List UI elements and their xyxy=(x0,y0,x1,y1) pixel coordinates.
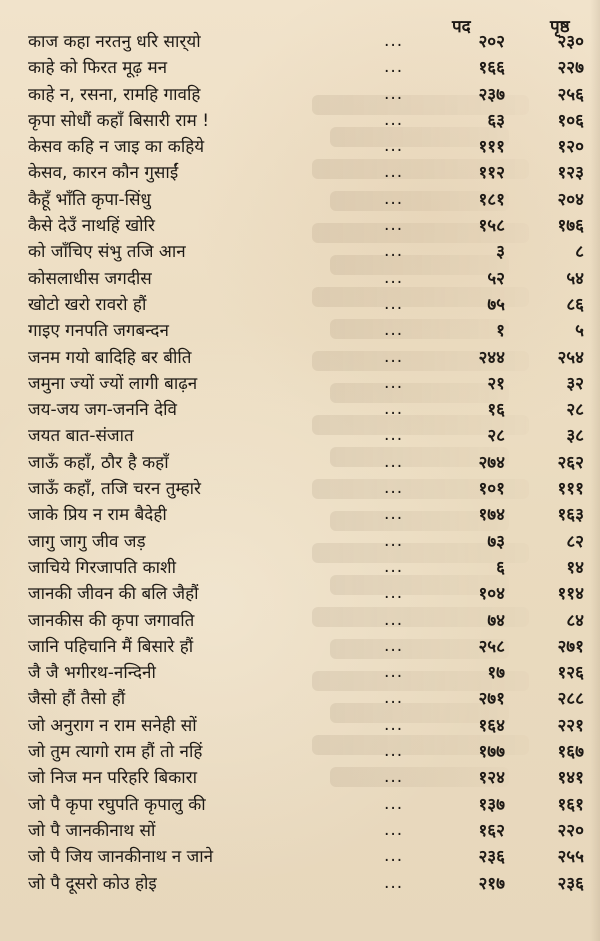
index-row xyxy=(0,503,600,529)
leader-dots: ... xyxy=(384,83,404,104)
index-row xyxy=(0,635,600,661)
leader-dots: ... xyxy=(384,267,404,288)
pad-number: ११२ xyxy=(478,163,505,184)
leader-dots: ... xyxy=(384,530,404,551)
index-title: जाके प्रिय न राम बैदेही xyxy=(28,505,167,526)
leader-dots: ... xyxy=(384,346,404,367)
index-title: जयत बात-संजात xyxy=(28,426,134,447)
page-number: ८ xyxy=(575,242,584,263)
index-title: जो पै दूसरो कोउ होइ xyxy=(28,873,157,894)
index-title: कैसे देउँ नाथहिं खोरि xyxy=(28,216,155,237)
index-title: गाइए गनपति जगबन्दन xyxy=(28,321,169,342)
page-number: २०४ xyxy=(557,189,584,210)
leader-dots: ... xyxy=(384,320,404,341)
leader-dots: ... xyxy=(384,767,404,788)
leader-dots: ... xyxy=(384,635,404,656)
pad-number: २७४ xyxy=(478,452,505,473)
page-number: २२० xyxy=(557,820,584,841)
index-row xyxy=(0,609,600,635)
page-number: १७६ xyxy=(557,216,584,237)
page-number: २८८ xyxy=(557,689,584,710)
pad-number: २३६ xyxy=(478,847,505,868)
leader-dots: ... xyxy=(384,846,404,867)
index-row xyxy=(0,188,600,214)
page-number: १६७ xyxy=(557,742,584,763)
page-number: २६२ xyxy=(557,452,584,473)
leader-dots: ... xyxy=(384,425,404,446)
page-number: १६१ xyxy=(557,794,584,815)
page-number: २३६ xyxy=(557,873,584,894)
pad-number: १८१ xyxy=(478,189,505,210)
page-number: १२३ xyxy=(557,163,584,184)
index-title: जो पै जानकीनाथ सों xyxy=(28,820,156,841)
pad-number: ६ xyxy=(496,557,505,578)
pad-number: २३७ xyxy=(478,84,505,105)
pad-number: १५८ xyxy=(478,216,505,237)
pad-number: १७ xyxy=(487,663,505,684)
index-row xyxy=(0,83,600,109)
index-row xyxy=(0,661,600,687)
index-row xyxy=(0,872,600,898)
index-title: जै जै भगीरथ-नन्दिनी xyxy=(28,663,156,684)
pad-number: २७१ xyxy=(478,689,505,710)
index-row xyxy=(0,372,600,398)
index-row xyxy=(0,293,600,319)
page-number: २८ xyxy=(566,400,584,421)
page-column-header: पृष्ठ xyxy=(550,17,570,37)
index-title: जानि पहिचानि मैं बिसारे हौं xyxy=(28,636,194,657)
pad-number: १६६ xyxy=(478,58,505,79)
index-row xyxy=(0,556,600,582)
index-row xyxy=(0,30,600,56)
index-title: को जाँचिए संभु तजि आन xyxy=(28,242,186,263)
page-number: ११४ xyxy=(557,584,584,605)
pad-column-header: पद xyxy=(452,17,471,37)
page-number: १४१ xyxy=(557,768,584,789)
index-title: जो अनुराग न राम सनेही सों xyxy=(28,715,197,736)
page-number: २५४ xyxy=(557,347,584,368)
leader-dots: ... xyxy=(384,399,404,420)
index-title: जैसो हौं तैसो हौं xyxy=(28,689,126,710)
index-title: काहे को फिरत मूढ़ मन xyxy=(28,58,168,79)
index-title: कोसलाधीस जगदीस xyxy=(28,268,152,289)
leader-dots: ... xyxy=(384,609,404,630)
pad-number: १११ xyxy=(478,137,505,158)
leader-dots: ... xyxy=(384,688,404,709)
page-number: ३२ xyxy=(566,373,584,394)
leader-dots: ... xyxy=(384,872,404,893)
index-title: जो पै जिय जानकीनाथ न जाने xyxy=(28,847,214,868)
index-row xyxy=(0,109,600,135)
index-row xyxy=(0,346,600,372)
index-title: केसव कहि न जाइ का कहिये xyxy=(28,137,205,158)
pad-number: १७४ xyxy=(478,505,505,526)
pad-number: ७३ xyxy=(487,531,505,552)
index-title: जो पै कृपा रघुपति कृपालु की xyxy=(28,794,206,815)
leader-dots: ... xyxy=(384,714,404,735)
index-row xyxy=(0,214,600,240)
page-number: ५ xyxy=(575,321,584,342)
index-row xyxy=(0,161,600,187)
index-row xyxy=(0,135,600,161)
leader-dots: ... xyxy=(384,109,404,130)
pad-number: ७५ xyxy=(487,294,505,315)
page-number: ८२ xyxy=(566,531,584,552)
page-number: १६३ xyxy=(557,505,584,526)
index-row xyxy=(0,793,600,819)
page-number: १२६ xyxy=(557,663,584,684)
pad-number: २१७ xyxy=(478,873,505,894)
index-title: खोटो खरो रावरो हौं xyxy=(28,294,147,315)
index-title: जानकीस की कृपा जगावति xyxy=(28,610,195,631)
index-title: जाचिये गिरजापति काशी xyxy=(28,557,176,578)
page-number: १११ xyxy=(557,479,584,500)
index-title: जय-जय जग-जननि देवि xyxy=(28,400,177,421)
leader-dots: ... xyxy=(384,188,404,209)
pad-number: २८ xyxy=(487,426,505,447)
leader-dots: ... xyxy=(384,215,404,236)
index-title: केसव, कारन कौन गुसाईं xyxy=(28,163,179,184)
index-row xyxy=(0,240,600,266)
index-row xyxy=(0,477,600,503)
index-row xyxy=(0,845,600,871)
pad-number: १३७ xyxy=(478,794,505,815)
page-number: ३८ xyxy=(566,426,584,447)
index-row xyxy=(0,451,600,477)
pad-number: ६३ xyxy=(487,110,505,131)
pad-number: १७७ xyxy=(478,742,505,763)
index-list xyxy=(0,30,600,898)
pad-number: ३ xyxy=(496,242,505,263)
page-number: २७१ xyxy=(557,636,584,657)
page-number: १२० xyxy=(557,137,584,158)
leader-dots: ... xyxy=(384,162,404,183)
pad-number: २५८ xyxy=(478,636,505,657)
page-number: १०६ xyxy=(557,110,584,131)
leader-dots: ... xyxy=(384,241,404,262)
index-title: जागु जागु जीव जड़ xyxy=(28,531,146,552)
leader-dots: ... xyxy=(384,293,404,314)
index-row xyxy=(0,56,600,82)
index-row xyxy=(0,766,600,792)
leader-dots: ... xyxy=(384,504,404,525)
pad-number: १०४ xyxy=(478,584,505,605)
index-row xyxy=(0,398,600,424)
leader-dots: ... xyxy=(384,662,404,683)
leader-dots: ... xyxy=(384,31,404,51)
leader-dots: ... xyxy=(384,556,404,577)
index-title: जानकी जीवन की बलि जैहौं xyxy=(28,584,199,605)
pad-number: १६ xyxy=(487,400,505,421)
index-row xyxy=(0,819,600,845)
leader-dots: ... xyxy=(384,478,404,499)
pad-number: २०२ xyxy=(478,32,505,52)
page-number: २३० xyxy=(557,32,584,52)
page-number: २२७ xyxy=(557,58,584,79)
leader-dots: ... xyxy=(384,793,404,814)
index-title: जमुना ज्यों ज्यों लागी बाढ़न xyxy=(28,373,198,394)
index-title: काहे न, रसना, रामहि गावहि xyxy=(28,84,201,105)
pad-number: १०१ xyxy=(478,479,505,500)
index-row xyxy=(0,687,600,713)
index-row xyxy=(0,582,600,608)
leader-dots: ... xyxy=(384,136,404,157)
index-title: जाऊँ कहाँ, ठौर है कहाँ xyxy=(28,452,169,473)
leader-dots: ... xyxy=(384,741,404,762)
index-title: कृपा सोधौं कहाँ बिसारी राम ! xyxy=(28,110,210,131)
index-title: जनम गयो बादिहि बर बीति xyxy=(28,347,192,368)
index-title: काज कहा नरतनु धरि सार्‌यो xyxy=(28,32,201,52)
leader-dots: ... xyxy=(384,819,404,840)
index-title: जाऊँ कहाँ, तजि चरन तुम्हारे xyxy=(28,479,201,500)
leader-dots: ... xyxy=(384,451,404,472)
page-number: २५५ xyxy=(557,847,584,868)
page-number: २५६ xyxy=(557,84,584,105)
pad-number: १ xyxy=(496,321,505,342)
index-row xyxy=(0,424,600,450)
page-number: १४ xyxy=(566,557,584,578)
leader-dots: ... xyxy=(384,583,404,604)
pad-number: ७४ xyxy=(487,610,505,631)
pad-number: १२४ xyxy=(478,768,505,789)
leader-dots: ... xyxy=(384,372,404,393)
index-row xyxy=(0,740,600,766)
pad-number: २१ xyxy=(487,373,505,394)
index-row xyxy=(0,267,600,293)
index-title: जो तुम त्यागो राम हौं तो नहिं xyxy=(28,742,203,763)
leader-dots: ... xyxy=(384,57,404,78)
index-title: कैहूँ भाँति कृपा-सिंधु xyxy=(28,189,151,210)
page-number: ८६ xyxy=(566,294,584,315)
page-number: ५४ xyxy=(566,268,584,289)
index-row xyxy=(0,530,600,556)
index-row xyxy=(0,319,600,345)
pad-number: १६२ xyxy=(478,820,505,841)
index-row xyxy=(0,714,600,740)
pad-number: ५२ xyxy=(487,268,505,289)
pad-number: १६४ xyxy=(478,715,505,736)
page-number: २२१ xyxy=(557,715,584,736)
index-title: जो निज मन परिहरि बिकारा xyxy=(28,768,198,789)
page-number: ८४ xyxy=(566,610,584,631)
pad-number: २४४ xyxy=(478,347,505,368)
